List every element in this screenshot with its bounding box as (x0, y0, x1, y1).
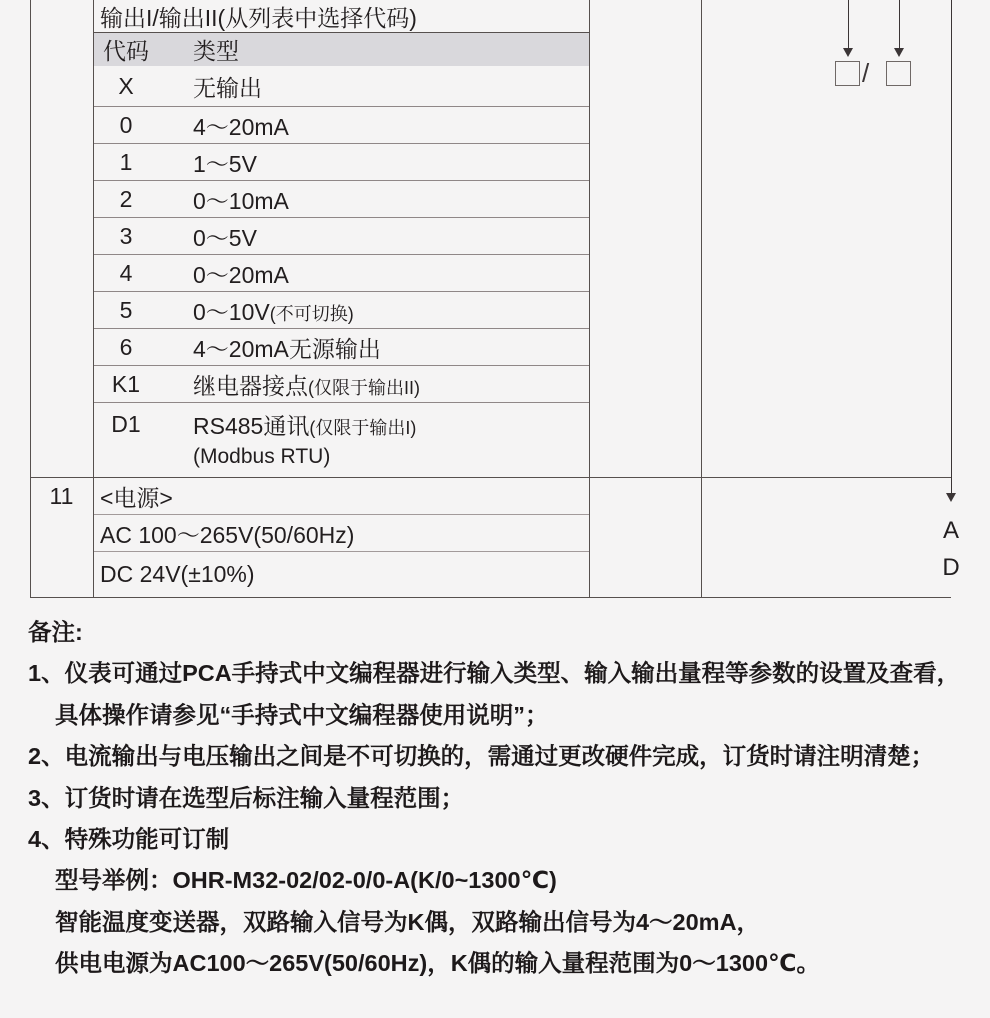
power-code-d: D (942, 554, 960, 581)
type-cell: 1～5V (193, 150, 257, 177)
output2-arrow-stem (899, 0, 900, 49)
type-cell: 继电器接点(仅限于输出II) (193, 372, 420, 399)
code-cell: 6 (119, 333, 133, 360)
table-row (94, 329, 589, 366)
power-option-dc: DC 24V(±10%) (100, 561, 255, 587)
power-title-row: <电源> (94, 478, 589, 515)
power-section (94, 478, 589, 597)
type-cell: 4～20mA无源输出 (193, 335, 381, 362)
table-row (94, 403, 589, 477)
code-box-separator: / (862, 58, 870, 88)
power-arrow-stem (951, 0, 952, 494)
power-code-a: A (942, 517, 959, 544)
table-row (94, 218, 589, 255)
table-border-mid-col (701, 0, 702, 597)
code-cell: K1 (111, 370, 141, 397)
type-note: (仅限于输出II) (308, 377, 420, 398)
model-example-line: 型号举例：OHR-M32-02/02-0/0-A(K/0~1300℃) (55, 867, 557, 894)
code-cell: 2 (119, 185, 133, 212)
row-number-11: 11 (49, 483, 74, 509)
code-cell: 5 (119, 296, 133, 323)
type-note: (不可切换) (269, 303, 354, 324)
code-cell: 0 (119, 111, 133, 138)
table-row (94, 181, 589, 218)
table-row (94, 255, 589, 292)
output-section-title: 输出I/输出II(从列表中选择代码) (100, 4, 417, 31)
output1-code-box (835, 61, 860, 86)
column-header-type: 类型 (193, 38, 239, 64)
type-cell: 0～10V(不可切换) (193, 298, 354, 325)
notes-section (28, 612, 960, 985)
type-cell-line2: (Modbus RTU) (193, 445, 331, 468)
table-row (94, 66, 589, 107)
output2-code-box (886, 61, 911, 86)
table-border-desc-col (589, 0, 590, 597)
table-row (94, 292, 589, 329)
code-cell: 3 (119, 222, 133, 249)
output2-arrowhead-icon (894, 48, 904, 57)
table-row (94, 144, 589, 181)
power-arrowhead-icon (946, 493, 956, 502)
note-item: 3、订货时请在选型后标注输入量程范围； (28, 784, 465, 811)
note-item: 1、仪表可通过PCA手持式中文编程器进行输入类型、输入输出量程等参数的设置及查看， (28, 660, 961, 687)
power-option-ac: AC 100～265V(50/60Hz) (94, 515, 589, 552)
code-cell: 1 (119, 148, 133, 175)
table-border-bottom (30, 597, 951, 598)
type-cell: RS485通讯(仅限于输出I) (193, 412, 417, 439)
code-cell: X (118, 72, 134, 99)
code-type-header-row (94, 33, 589, 66)
note-item: 4、特殊功能可订制 (28, 825, 230, 852)
type-note: (仅限于输出I) (309, 417, 417, 438)
type-cell: 无输出 (193, 74, 262, 101)
table-row (94, 107, 589, 144)
code-cell: 4 (119, 259, 133, 286)
output1-arrowhead-icon (843, 48, 853, 57)
code-cell: D1 (111, 410, 141, 437)
model-example-line: 供电电源为AC100～265V(50/60Hz)，K偶的输入量程范围为0～1300℃。 (55, 950, 820, 977)
note-item-continuation: 具体操作请参见“手持式中文编程器使用说明”； (55, 701, 549, 728)
type-cell: 0～20mA (193, 261, 289, 288)
type-cell: 0～5V (193, 224, 257, 251)
notes-heading: 备注: (28, 619, 83, 645)
note-item: 2、电流输出与电压输出之间是不可切换的，需通过更改硬件完成，订货时请注明清楚； (28, 743, 935, 770)
column-header-code: 代码 (103, 38, 149, 64)
model-example-line: 智能温度变送器，双路输入信号为K偶，双路输出信号为4～20mA， (55, 908, 761, 935)
type-cell: 0～10mA (193, 187, 289, 214)
type-cell: 4～20mA (193, 113, 289, 140)
table-row (94, 366, 589, 403)
output1-arrow-stem (848, 0, 849, 49)
output-code-list (94, 66, 589, 477)
